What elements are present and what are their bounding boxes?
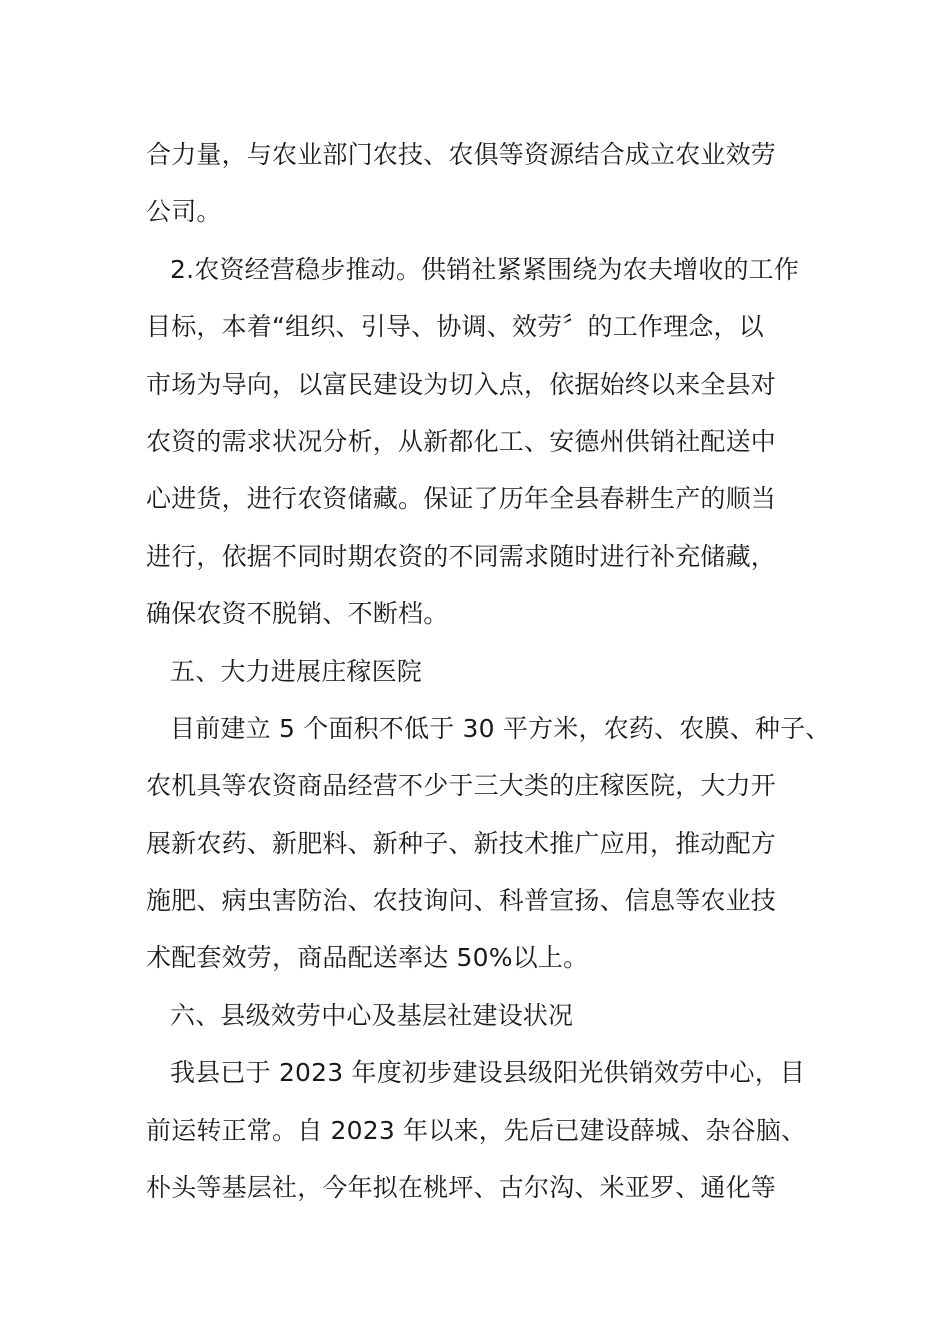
text-line: 朴头等基层社，今年拟在桃坪、古尔沟、米亚罗、通化等: [146, 1173, 777, 1203]
text-line: 心进货，进行农资储藏。保证了历年全县春耕生产的顺当: [146, 484, 777, 514]
text-line: 目前建立 5 个面积不低于 30 平方米，农药、农膜、种子、: [170, 713, 831, 743]
text-line: 确保农资不脱销、不断档。: [146, 599, 449, 629]
text-line: 农机具等农资商品经营不少于三大类的庄稼医院，大力开: [146, 771, 777, 801]
text-line: 市场为导向，以富民建设为切入点，依据始终以来全县对: [146, 369, 777, 399]
text-line: 五、大力进展庄稼医院: [170, 656, 423, 686]
text-line: 六、县级效劳中心及基层社建设状况: [170, 1000, 574, 1030]
text-line: 前运转正常。自 2023 年以来，先后已建设薛城、杂谷脑、: [146, 1115, 807, 1145]
text-line: 进行，依据不同时期农资的不同需求随时进行补充储藏，: [146, 541, 777, 571]
text-line: 术配套效劳，商品配送率达 50%以上。: [146, 943, 589, 973]
document-body: [146, 126, 836, 1216]
text-line: 施肥、病虫害防治、农技询问、科普宣扬、信息等农业技: [146, 886, 777, 916]
text-line: 农资的需求状况分析，从新都化工、安德州供销社配送中: [146, 426, 777, 456]
text-line: 合力量，与农业部门农技、农俱等资源结合成立农业效劳: [146, 140, 777, 169]
text-line: 公司。: [146, 197, 222, 227]
text-line: 目标，本着“组织、引导、协调、效劳〞的工作理念，以: [146, 312, 764, 342]
text-line: 我县已于 2023 年度初步建设县级阳光供销效劳中心，目: [170, 1058, 806, 1088]
text-line: 2.农资经营稳步推动。供销社紧紧围绕为农夫增收的工作: [170, 254, 800, 284]
text-line: 展新农药、新肥料、新种子、新技术推广应用，推动配方: [146, 828, 777, 858]
